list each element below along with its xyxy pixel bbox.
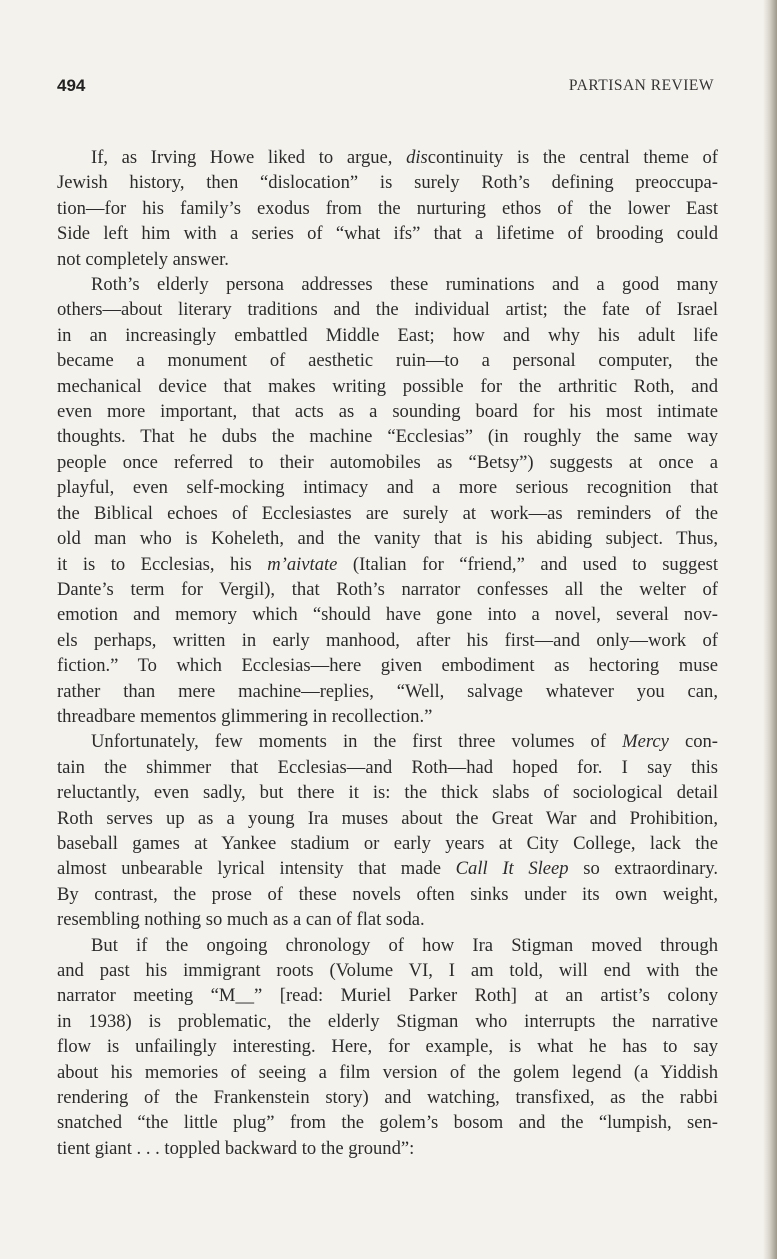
text-line: Roth’s elderly persona addresses these ruminations and a good many bbox=[91, 274, 718, 296]
paragraph bbox=[57, 933, 718, 1162]
text-line: playful, even self-mocking intimacy and a more serious recognition that bbox=[57, 477, 718, 499]
text-line: old man who is Koheleth, and the vanity that is his abiding subject. Thus, bbox=[57, 528, 718, 550]
paragraph bbox=[57, 272, 718, 729]
text-line: about his memories of seeing a film version of the golem legend (a Yiddish bbox=[57, 1061, 718, 1083]
text-line: flow is unfailingly interesting. Here, for example, is what he has to say bbox=[57, 1036, 718, 1058]
text-line: tain the shimmer that Ecclesias—and Roth—had hoped for. I say this bbox=[57, 756, 718, 778]
text-line: Side left him with a series of “what ifs” that a lifetime of brooding could bbox=[57, 223, 718, 245]
text-line: rendering of the Frankenstein story) and watching, transfixed, as the rabbi bbox=[57, 1087, 718, 1109]
text-line: Dante’s term for Vergil), that Roth’s narrator confesses all the welter of bbox=[57, 578, 718, 600]
text-line: in an increasingly embattled Middle East; how and why his adult life bbox=[57, 324, 718, 346]
text-line: mechanical device that makes writing possible for the arthritic Roth, and bbox=[57, 375, 718, 397]
text-line: reluctantly, even sadly, but there it is: the thick slabs of sociological detail bbox=[57, 782, 718, 804]
text-line: Roth serves up as a young Ira muses about the Great War and Prohibition, bbox=[57, 807, 718, 829]
text-line: it is to Ecclesias, his m’aivtate (Italian for “friend,” and used to suggest bbox=[57, 553, 718, 575]
text-line: If, as Irving Howe liked to argue, discontinuity is the central theme of bbox=[91, 147, 718, 168]
text-line: others—about literary traditions and the individual artist; the fate of Israel bbox=[57, 299, 718, 321]
text-line: thoughts. That he dubs the machine “Ecclesias” (in roughly the same way bbox=[57, 426, 718, 448]
text-line: almost unbearable lyrical intensity that made Call It Sleep so extraordinary. bbox=[57, 858, 718, 880]
text-line: in 1938) is problematic, the elderly Stigman who interrupts the narrative bbox=[57, 1010, 718, 1032]
text-line: threadbare mementos glimmering in recollection.” bbox=[57, 705, 433, 727]
text-line: tion—for his family’s exodus from the nurturing ethos of the lower East bbox=[57, 197, 718, 219]
page-number: 494 bbox=[57, 76, 86, 95]
text-line: Jewish history, then “dislocation” is surely Roth’s defining preoccupa- bbox=[57, 172, 718, 194]
text-line: even more important, that acts as a sounding board for his most intimate bbox=[57, 401, 718, 423]
paragraph bbox=[57, 145, 718, 272]
text-line: tient giant . . . toppled backward to the ground”: bbox=[57, 1137, 415, 1159]
page-header bbox=[57, 76, 714, 100]
text-line: not completely answer. bbox=[57, 248, 229, 270]
text-line: But if the ongoing chronology of how Ira Stigman moved through bbox=[91, 934, 718, 956]
text-line: rather than mere machine—replies, “Well, salvage whatever you can, bbox=[57, 680, 718, 702]
text-line: baseball games at Yankee stadium or early years at City College, lack the bbox=[57, 832, 718, 854]
text-line: became a monument of aesthetic ruin—to a personal computer, the bbox=[57, 350, 718, 372]
text-line: By contrast, the prose of these novels often sinks under its own weight, bbox=[57, 883, 718, 905]
page-edge-shadow bbox=[763, 0, 777, 1259]
text-line: resembling nothing so much as a can of flat soda. bbox=[57, 909, 425, 931]
running-head: PARTISAN REVIEW bbox=[568, 77, 714, 94]
text-line: els perhaps, written in early manhood, after his first—and only—work of bbox=[57, 629, 718, 651]
text-line: fiction.” To which Ecclesias—here given embodiment as hectoring muse bbox=[57, 655, 718, 677]
paragraph bbox=[57, 729, 718, 932]
text-line: snatched “the little plug” from the golem’s bosom and the “lumpish, sen- bbox=[57, 1112, 718, 1134]
text-line: narrator meeting “M__” [read: Muriel Parker Roth] at an artist’s colony bbox=[57, 985, 718, 1007]
text-line: people once referred to their automobiles as “Betsy”) suggests at once a bbox=[57, 451, 718, 473]
text-line: and past his immigrant roots (Volume VI, I am told, will end with the bbox=[57, 960, 718, 981]
text-line: emotion and memory which “should have gone into a novel, several nov- bbox=[57, 604, 718, 626]
article-body bbox=[57, 145, 718, 1161]
text-line: the Biblical echoes of Ecclesiastes are surely at work—as reminders of the bbox=[57, 502, 718, 524]
text-line: Unfortunately, few moments in the first three volumes of Mercy con- bbox=[91, 731, 718, 753]
